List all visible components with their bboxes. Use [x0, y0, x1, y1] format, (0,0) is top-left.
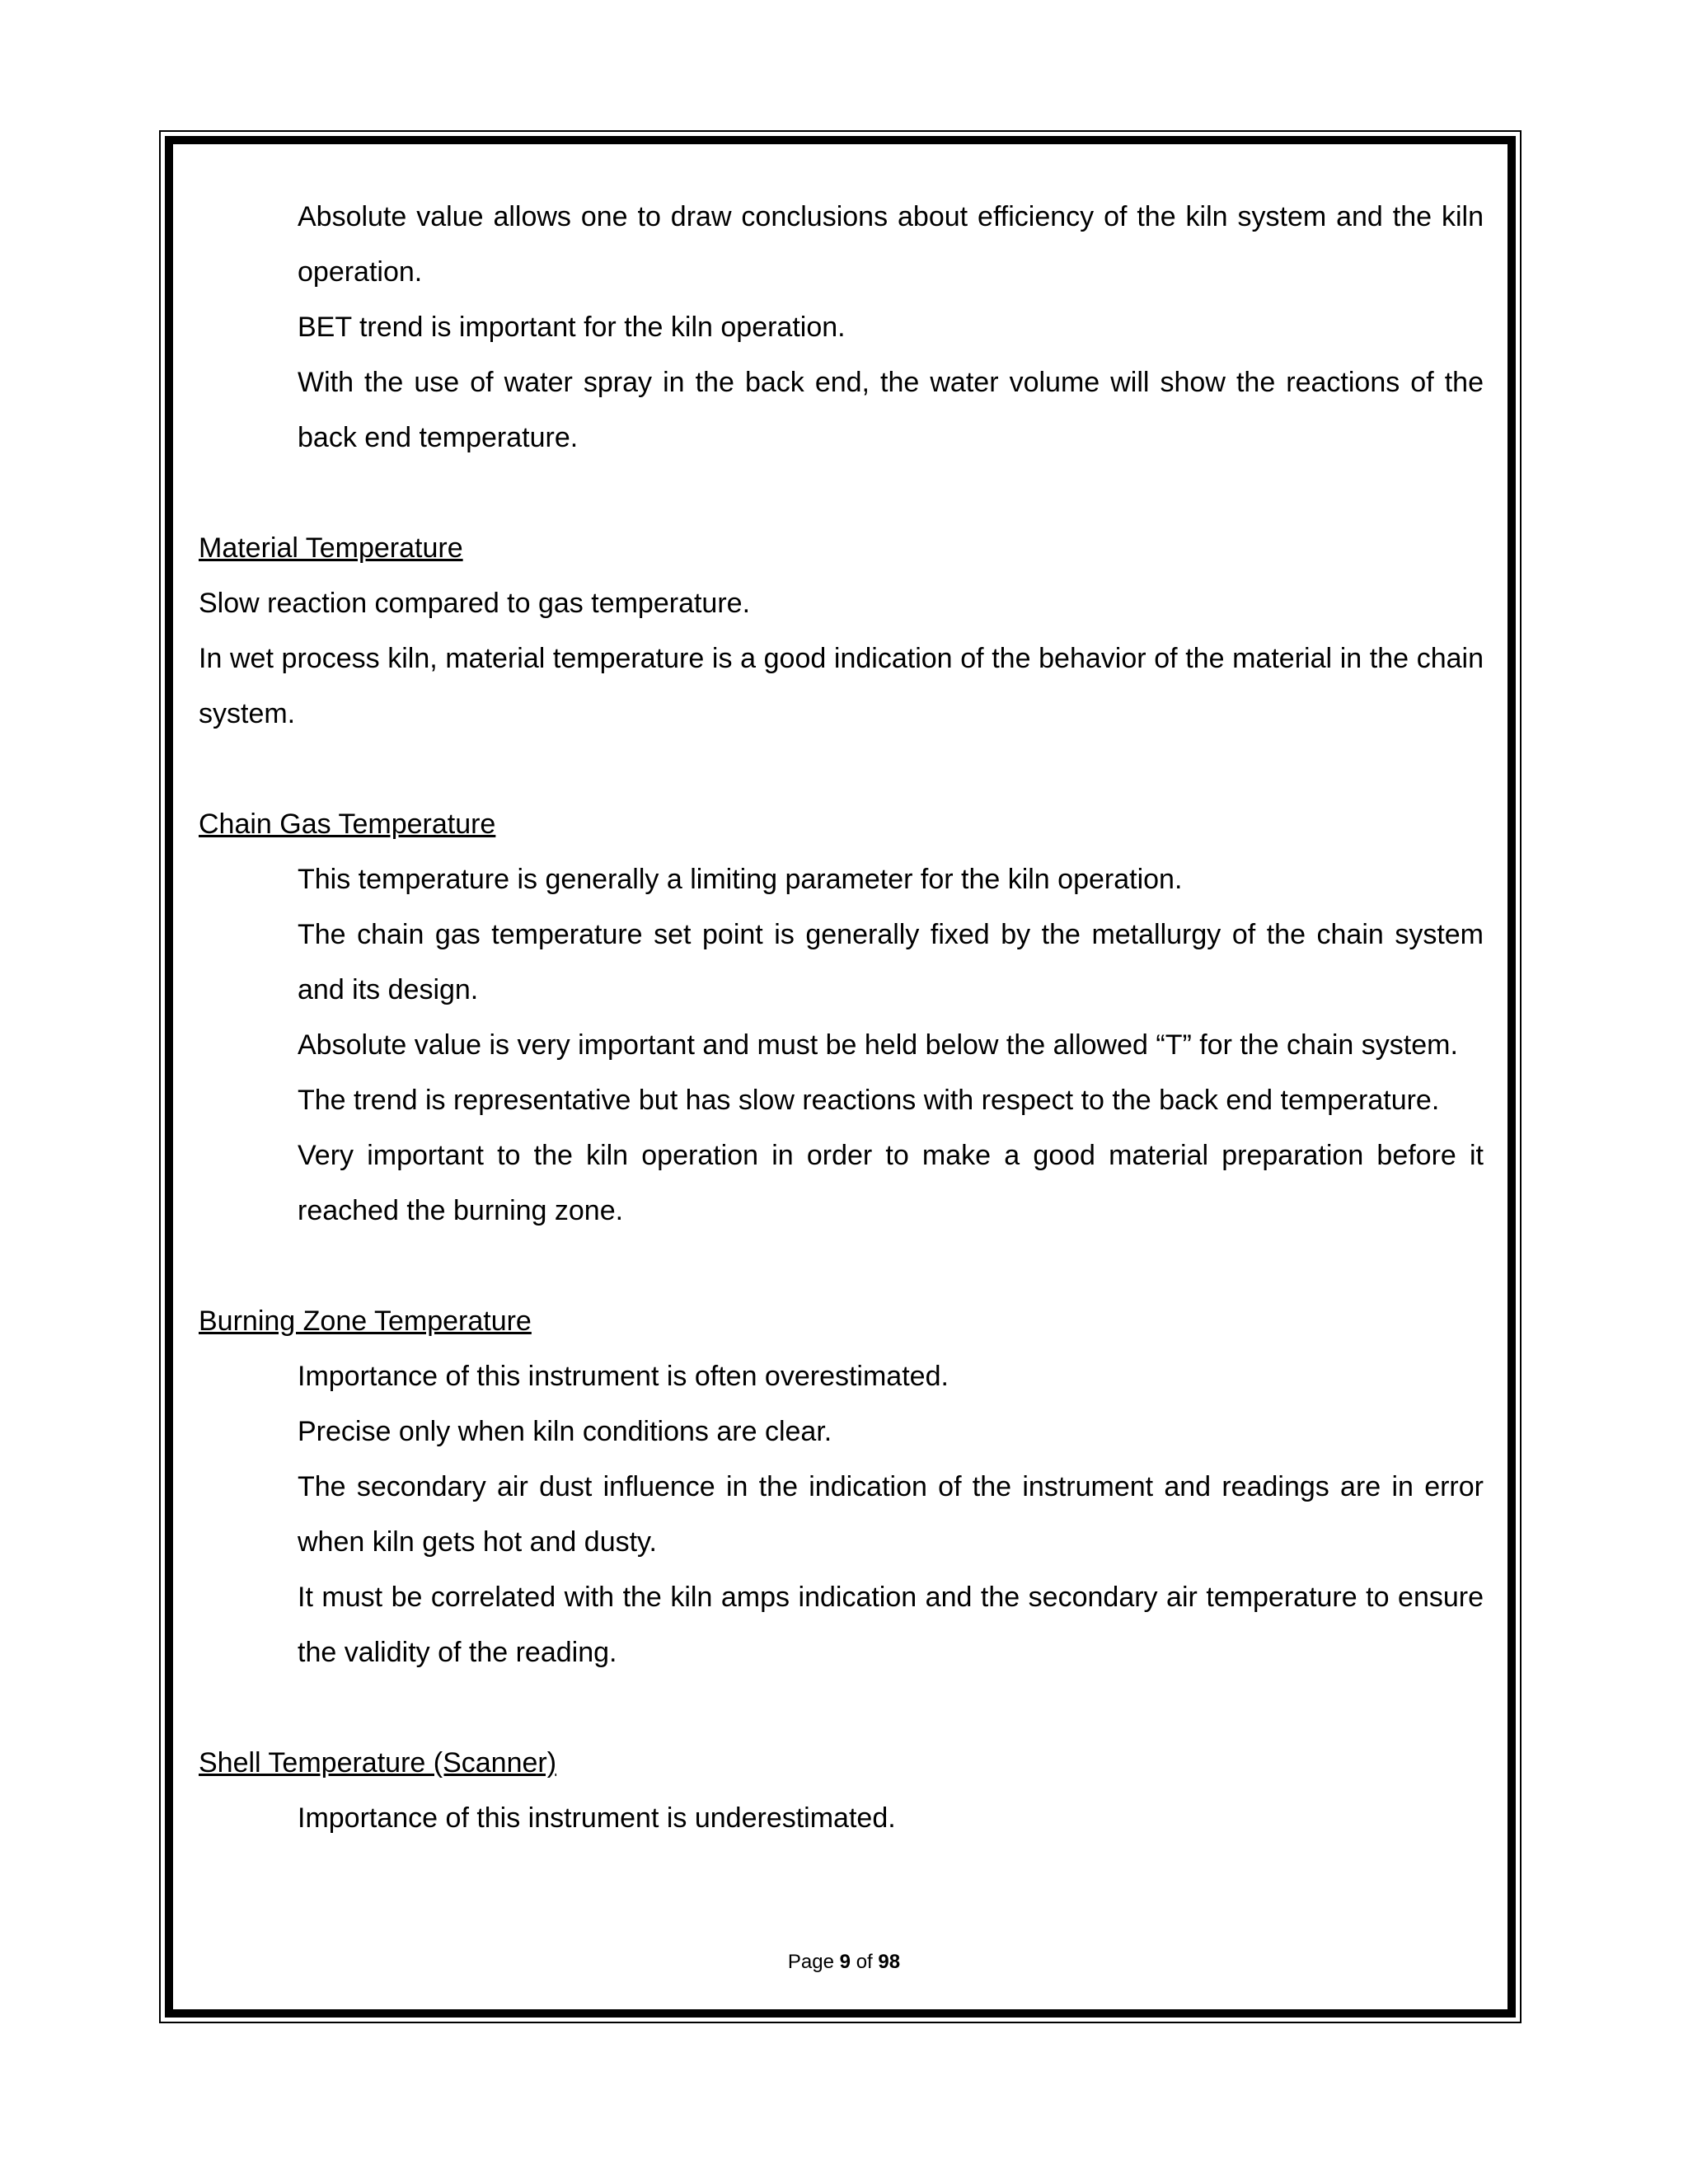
- section-heading: Shell Temperature (Scanner): [199, 1747, 557, 1779]
- spacer: [199, 1239, 1484, 1294]
- paragraph: Precise only when kiln conditions are clear.: [298, 1416, 832, 1447]
- paragraph: Absolute value allows one to draw conclusions about efficiency of the kiln system and the kiln operation.: [298, 201, 1484, 288]
- paragraph: Slow reaction compared to gas temperature.: [199, 588, 751, 619]
- section-heading: Burning Zone Temperature: [199, 1305, 532, 1337]
- page-label: Page: [787, 1951, 834, 1973]
- paragraph: This temperature is generally a limiting parameter for the kiln operation.: [298, 864, 1183, 895]
- page-footer: [0, 1949, 1688, 1975]
- of-label: of: [856, 1951, 873, 1973]
- paragraph: The chain gas temperature set point is generally fixed by the metallurgy of the chain system and its design.: [298, 919, 1484, 1005]
- paragraph: It must be correlated with the kiln amps indication and the secondary air temperature to ensure the validity of the reading.: [298, 1582, 1484, 1668]
- paragraph: Importance of this instrument is underestimated.: [298, 1802, 896, 1834]
- page-number: 9: [839, 1951, 851, 1973]
- spacer: [199, 1680, 1484, 1736]
- section-heading: Material Temperature: [199, 532, 463, 564]
- paragraph: Very important to the kiln operation in order to make a good material preparation before it reached the burning zone.: [298, 1140, 1484, 1226]
- paragraph: The trend is representative but has slow reactions with respect to the back end temperature.: [298, 1085, 1440, 1116]
- spacer: [199, 466, 1484, 521]
- paragraph: Importance of this instrument is often overestimated.: [298, 1361, 949, 1392]
- section-heading: Chain Gas Temperature: [199, 808, 496, 840]
- paragraph: In wet process kiln, material temperature is a good indication of the behavior of the material in the chain system.: [199, 643, 1484, 729]
- paragraph: The secondary air dust influence in the indication of the instrument and readings are in error when kiln gets hot and dusty.: [298, 1471, 1484, 1558]
- spacer: [199, 742, 1484, 797]
- paragraph: With the use of water spray in the back end, the water volume will show the reactions of the back end temperature.: [298, 367, 1484, 453]
- document-body: [199, 190, 1484, 1846]
- paragraph: BET trend is important for the kiln operation.: [298, 312, 846, 343]
- paragraph: Absolute value is very important and must be held below the allowed “T” for the chain system.: [298, 1029, 1458, 1061]
- total-pages: 98: [878, 1951, 901, 1973]
